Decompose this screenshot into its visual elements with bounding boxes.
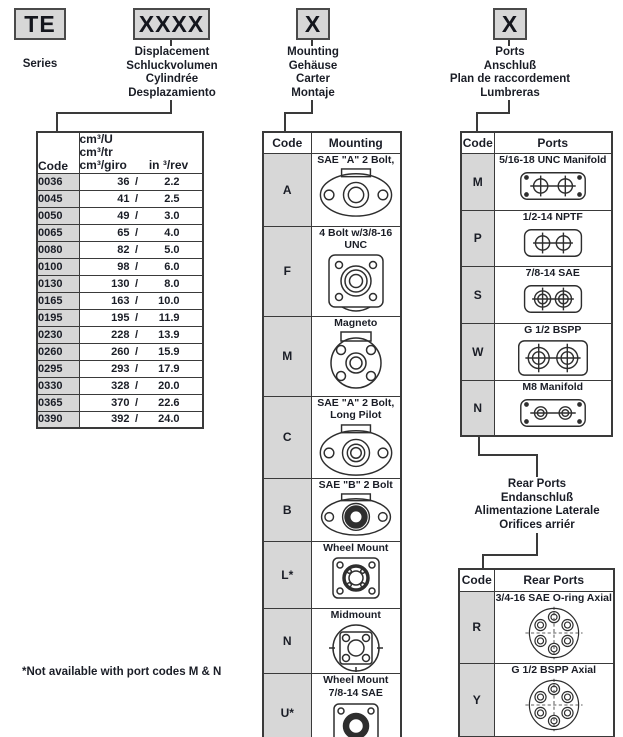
displacement-code: 0065 — [37, 224, 79, 241]
ports-label: Anschluß — [483, 59, 537, 72]
displacement-row — [37, 309, 203, 326]
rear-port-option — [494, 663, 614, 737]
mounting-label: Montaje — [291, 86, 335, 99]
displacement-code: 0195 — [37, 309, 79, 326]
displacement-table — [36, 131, 204, 429]
displacement-value: 293 / 17.9 — [79, 360, 203, 377]
unit-line: cm³/giro in ³/rev — [79, 158, 189, 172]
port-code: W — [461, 323, 494, 380]
mounting-code: F — [263, 226, 311, 316]
mounting-label: Gehäuse — [288, 59, 338, 72]
displacement-code: 0080 — [37, 241, 79, 258]
port-option-label: 5/16-18 UNC Manifold — [499, 153, 607, 166]
displacement-code: 0260 — [37, 343, 79, 360]
mounting-value-header: Mounting — [311, 132, 401, 153]
series-label: Series — [22, 58, 58, 70]
port-option — [494, 210, 612, 266]
displacement-row — [37, 326, 203, 343]
connector-line — [284, 112, 286, 132]
port-option — [494, 153, 612, 210]
displacement-label-stack — [97, 46, 247, 100]
rear-port-option-label: G 1/2 BSPP Axial — [511, 663, 597, 676]
mounting-code: B — [263, 478, 311, 541]
port-option — [494, 323, 612, 380]
displacement-code: 0100 — [37, 258, 79, 275]
displacement-units-header — [79, 132, 203, 173]
displacement-code: 0365 — [37, 394, 79, 411]
sae-b-2-bolt-flange-icon — [316, 493, 396, 537]
displacement-value: 163 / 10.0 — [79, 292, 203, 309]
port-option-label: 1/2-14 NPTF — [522, 210, 583, 223]
displacement-code: 0295 — [37, 360, 79, 377]
displacement-row — [37, 173, 203, 190]
mounting-code-header: Code — [263, 132, 311, 153]
sae-a-long-pilot-flange-icon — [315, 424, 397, 478]
displacement-row — [37, 292, 203, 309]
displacement-code: 0165 — [37, 292, 79, 309]
rear-port-code: Y — [459, 663, 494, 737]
displacement-value: 36 / 2.2 — [79, 173, 203, 190]
footnote: *Not available with port codes M & N — [22, 666, 222, 678]
connector-line — [478, 454, 538, 456]
mounting-option-label: 7/8-14 SAE — [328, 686, 383, 699]
ports-code-header: Code — [461, 132, 494, 153]
rear-port-option-label: 3/4-16 SAE O-ring Axial — [495, 591, 612, 604]
mounting-code: C — [263, 396, 311, 478]
sae-a-2-bolt-flange-icon — [315, 168, 397, 218]
displacement-label: Desplazamiento — [128, 86, 216, 99]
port-code: P — [461, 210, 494, 266]
magneto-flange-icon — [318, 331, 394, 389]
displacement-row — [37, 360, 203, 377]
displacement-value: 41 / 2.5 — [79, 190, 203, 207]
mounting-code: A — [263, 153, 311, 226]
mounting-option-label: SAE "A" 2 Bolt, — [317, 153, 395, 166]
mounting-row — [263, 153, 401, 226]
displacement-value: 260 / 15.9 — [79, 343, 203, 360]
mounting-row — [263, 316, 401, 396]
rear-ports-label: Rear Ports — [507, 478, 567, 490]
nptf-port-face-icon — [516, 225, 590, 261]
mounting-option — [311, 226, 401, 316]
mounting-option-label: Wheel Mount — [323, 541, 389, 554]
mounting-row — [263, 541, 401, 608]
port-code: M — [461, 153, 494, 210]
displacement-value: 195 / 11.9 — [79, 309, 203, 326]
series-code-box: TE — [14, 8, 66, 40]
port-code: N — [461, 380, 494, 436]
displacement-row — [37, 190, 203, 207]
displacement-row — [37, 224, 203, 241]
mounting-row — [263, 674, 401, 737]
mounting-code: M — [263, 316, 311, 396]
sae-port-face-icon — [516, 281, 590, 317]
mounting-option — [311, 316, 401, 396]
displacement-value: 370 / 22.6 — [79, 394, 203, 411]
displacement-value: 328 / 20.0 — [79, 377, 203, 394]
displacement-code: 0036 — [37, 173, 79, 190]
ports-label-stack — [430, 46, 590, 100]
mounting-label: Mounting — [287, 46, 339, 58]
mounting-option — [311, 153, 401, 226]
mounting-option-label: 4 Bolt w/3/8-16 UNC — [319, 226, 393, 251]
mounting-option — [311, 396, 401, 478]
displacement-label: Cylindrée — [145, 73, 199, 85]
connector-line — [536, 454, 538, 477]
connector-line — [476, 112, 478, 132]
connector-line — [476, 112, 510, 114]
displacement-row — [37, 411, 203, 428]
connector-line — [536, 533, 538, 556]
displacement-row — [37, 207, 203, 224]
rear-ports-row — [459, 663, 614, 737]
connector-line — [284, 112, 313, 114]
rear-ports-label: Alimentazione Laterale — [474, 505, 600, 517]
displacement-value: 228 / 13.9 — [79, 326, 203, 343]
ports-row — [461, 266, 612, 323]
ports-table — [460, 131, 613, 437]
port-option-label: M8 Manifold — [522, 380, 584, 393]
ports-row — [461, 210, 612, 266]
mounting-row — [263, 226, 401, 316]
displacement-value: 82 / 5.0 — [79, 241, 203, 258]
mounting-option — [311, 541, 401, 608]
connector-line — [482, 554, 538, 556]
mounting-option — [311, 608, 401, 674]
ports-label: Plan de raccordement — [449, 73, 571, 85]
displacement-code: 0045 — [37, 190, 79, 207]
midmount-flange-icon — [327, 623, 385, 673]
mounting-option-label: Midmount — [330, 608, 381, 621]
wheel-mount-flange-icon — [329, 556, 383, 602]
displacement-code-header: Code — [37, 132, 79, 173]
mounting-code-box: X — [296, 8, 330, 40]
manifold-port-face-icon — [516, 168, 590, 204]
ports-label: Ports — [495, 46, 525, 58]
rear-ports-label: Orifices arriér — [499, 518, 575, 531]
rear-ports-code-header: Code — [459, 569, 494, 591]
mounting-code: N — [263, 608, 311, 674]
displacement-row — [37, 377, 203, 394]
mounting-option-label: Wheel Mount — [323, 674, 389, 686]
displacement-row — [37, 275, 203, 292]
mounting-table — [262, 131, 402, 737]
rear-ports-label-stack — [447, 478, 623, 532]
displacement-value: 130 / 8.0 — [79, 275, 203, 292]
rear-ports-table — [458, 568, 615, 737]
ports-row — [461, 380, 612, 436]
displacement-code-box: XXXX — [133, 8, 210, 40]
displacement-row — [37, 241, 203, 258]
port-option-label: G 1/2 BSPP — [524, 323, 582, 336]
displacement-value: 65 / 4.0 — [79, 224, 203, 241]
4-bolt-square-flange-icon — [320, 254, 392, 316]
displacement-row — [37, 343, 203, 360]
displacement-value: 392 / 24.0 — [79, 411, 203, 428]
mounting-code: L* — [263, 541, 311, 608]
mounting-option-label: Long Pilot — [330, 409, 382, 421]
mounting-code: U* — [263, 674, 311, 737]
displacement-code: 0330 — [37, 377, 79, 394]
connector-line — [56, 112, 172, 114]
mounting-option-label: Magneto — [334, 316, 378, 329]
rear-end-cover-axial-icon — [524, 678, 584, 732]
ports-label: Lumbreras — [480, 86, 540, 99]
mounting-row — [263, 478, 401, 541]
unit-line: cm³/U — [79, 132, 113, 146]
mounting-option — [311, 674, 401, 737]
rear-end-cover-axial-icon — [524, 606, 584, 660]
connector-line — [56, 112, 58, 132]
mounting-row — [263, 608, 401, 674]
displacement-code: 0050 — [37, 207, 79, 224]
port-option-label: 7/8-14 SAE — [525, 266, 580, 279]
bspp-port-face-icon — [514, 338, 592, 378]
unit-line: cm³/tr — [79, 145, 113, 159]
port-option — [494, 380, 612, 436]
connector-line — [482, 554, 484, 568]
displacement-label: Displacement — [134, 46, 210, 58]
mounting-label: Carter — [296, 73, 330, 85]
mounting-option-label: SAE "B" 2 Bolt — [318, 478, 393, 491]
displacement-row — [37, 394, 203, 411]
ports-code-box: X — [493, 8, 527, 40]
displacement-code: 0390 — [37, 411, 79, 428]
displacement-value: 98 / 6.0 — [79, 258, 203, 275]
displacement-value: 49 / 3.0 — [79, 207, 203, 224]
rear-port-option — [494, 591, 614, 663]
ports-value-header: Ports — [494, 132, 612, 153]
rear-ports-row — [459, 591, 614, 663]
wheel-mount-sae-flange-icon — [329, 701, 383, 737]
rear-ports-value-header: Rear Ports — [494, 569, 614, 591]
displacement-code: 0230 — [37, 326, 79, 343]
ports-row — [461, 153, 612, 210]
port-code: S — [461, 266, 494, 323]
mounting-option-label: SAE "A" 2 Bolt, — [317, 396, 395, 409]
displacement-row — [37, 258, 203, 275]
displacement-label: Schluckvolumen — [126, 59, 218, 72]
m8-manifold-port-face-icon — [516, 395, 590, 431]
mounting-row — [263, 396, 401, 478]
connector-line — [478, 435, 480, 456]
mounting-label-stack — [253, 46, 373, 100]
port-option — [494, 266, 612, 323]
ports-row — [461, 323, 612, 380]
rear-port-code: R — [459, 591, 494, 663]
rear-ports-label: Endanschluß — [500, 491, 574, 504]
mounting-option — [311, 478, 401, 541]
displacement-code: 0130 — [37, 275, 79, 292]
